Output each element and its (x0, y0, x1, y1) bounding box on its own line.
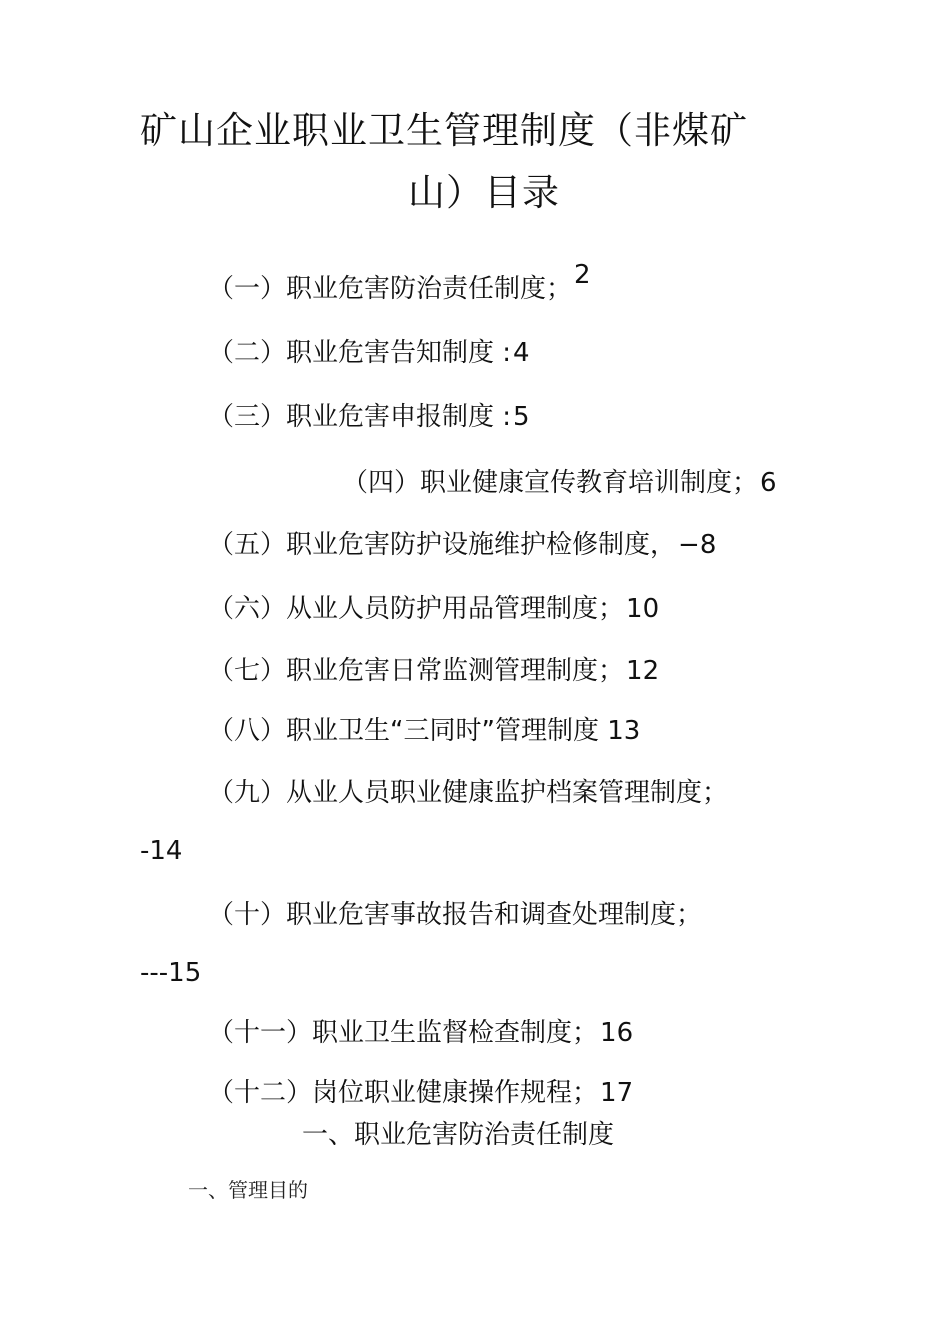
toc-item-separator: ； (732, 468, 759, 498)
toc-item-separator: ； (572, 1078, 599, 1108)
toc-item-8[interactable] (208, 714, 640, 748)
toc-item-label: （三）职业危害申报制度 (208, 402, 495, 432)
section-heading: 一、职业危害防治责任制度 (302, 1120, 615, 1150)
toc-item-4[interactable] (342, 466, 777, 500)
toc-item-separator: ； (572, 1018, 599, 1048)
toc-item-separator: ； (702, 778, 729, 808)
toc-item-7[interactable] (208, 654, 659, 688)
toc-item-label: （一）职业危害防治责任制度 (208, 274, 547, 304)
toc-item-page: 6 (760, 468, 777, 498)
toc-item-separator: ； (676, 900, 703, 930)
toc-item-page: 2 (574, 260, 591, 290)
toc-item-page: 17 (600, 1078, 634, 1108)
toc-item-page: 12 (626, 656, 660, 686)
toc-item-separator: : (494, 402, 512, 432)
toc-item-separator: ； (598, 656, 625, 686)
toc-item-page: 13 (607, 716, 641, 746)
toc-item-12[interactable] (208, 1076, 633, 1110)
toc-item-1[interactable] (208, 260, 591, 306)
toc-item-separator: ， (650, 530, 677, 560)
toc-item-separator: : (494, 338, 512, 368)
toc-item-label: （九）从业人员职业健康监护档案管理制度 (208, 778, 703, 808)
toc-item-page: −8 (678, 530, 717, 560)
toc-item-6[interactable] (208, 592, 659, 626)
toc-item-9[interactable] (208, 776, 728, 810)
toc-item-3[interactable] (208, 400, 530, 434)
toc-item-label: （十一）职业卫生监督检查制度 (208, 1018, 573, 1048)
toc-item-page: 10 (626, 594, 660, 624)
toc-item-separator: ； (598, 594, 625, 624)
toc-item-label: （五）职业危害防护设施维护检修制度 (208, 530, 651, 560)
toc-item-11[interactable] (208, 1016, 633, 1050)
toc-item-label: （二）职业危害告知制度 (208, 338, 495, 368)
toc-item-page: 16 (600, 1018, 634, 1048)
toc-item-page: 4 (513, 338, 530, 368)
toc-item-label: （十二）岗位职业健康操作规程 (208, 1078, 573, 1108)
toc-item-label: （八）职业卫生“三同时”管理制度 (208, 716, 599, 746)
document-title-line-2: 山）目录 (408, 171, 560, 214)
toc-item-5[interactable] (208, 528, 716, 562)
toc-item-label: （四）职业健康宣传教育培训制度 (342, 468, 733, 498)
toc-item-page: 5 (513, 402, 530, 432)
toc-item-9-page[interactable]: -14 (140, 836, 183, 866)
sub-heading: 一、管理目的 (188, 1178, 308, 1202)
toc-item-2[interactable] (208, 336, 530, 370)
toc-item-label: （七）职业危害日常监测管理制度 (208, 656, 599, 686)
toc-item-label: （十）职业危害事故报告和调查处理制度 (208, 900, 677, 930)
toc-item-separator: ； (546, 274, 573, 304)
toc-item-label: （六）从业人员防护用品管理制度 (208, 594, 599, 624)
toc-item-10[interactable] (208, 898, 702, 932)
document-title-line-1: 矿山企业职业卫生管理制度（非煤矿 (140, 109, 748, 152)
toc-item-separator (599, 716, 607, 746)
toc-item-10-page[interactable]: ---15 (140, 958, 202, 988)
